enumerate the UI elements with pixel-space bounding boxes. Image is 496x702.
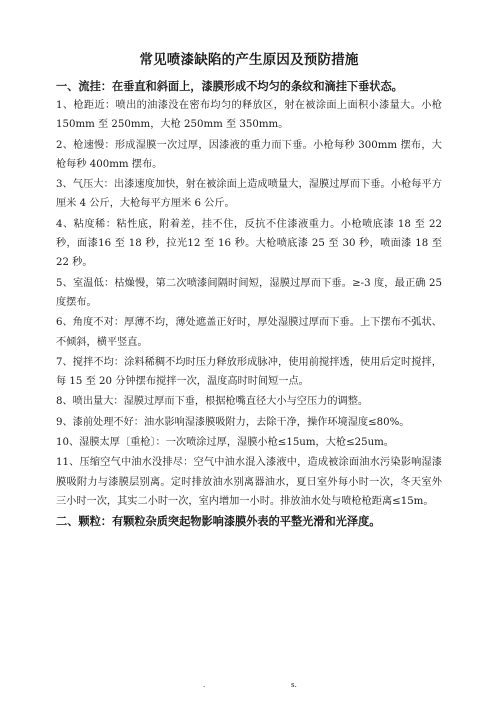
- list-item: 1、枪距近：喷出的油漆没在密布均匀的释放区，射在被涂面上面积小漆量大。小枪 150mm 至 250mm，大枪 250mm 至 350mm。: [56, 100, 442, 131]
- footer-right-mark: s.: [291, 681, 297, 689]
- list-item: 8、喷出量大：湿膜过厚而下垂，根据枪嘴直径大小与空压力的调整。: [56, 396, 369, 408]
- list-item: 7、搅拌不均：涂料稀稠不均时压力释放形成脉冲，使用前搅拌透，使用后定时搅拌，每 15 至 20 分钟摆布搅拌一次，温度高时时间短一点。: [56, 356, 442, 388]
- page-title: 常见喷漆缺陷的产生原因及预防措施: [139, 52, 359, 68]
- list-item: 11、压缩空气中油水没排尽：空气中油水混入漆液中，造成被涂面油水污染影响湿漆膜吸附力与漆膜层别离。定时排放油水别离器油水，夏日室外每小时一次，冬天室外三小时一次，其实二小时一次，室内增加一小时。排放油水处与喷枪枪距离≤15m。: [56, 457, 442, 507]
- list-item: 5、室温低：枯燥慢，第二次喷漆间隔时间短，湿膜过厚而下垂。≥-3 度，最正确 25 度摆布。: [56, 277, 442, 308]
- list-item: 4、粘度稀：粘性底，附着差，挂不住，反抗不住漆液重力。小枪喷底漆 18 至 22 秒，面漆16 至 18 秒，拉光12 至 16 秒。大枪喷底漆 25 至 30 秒，喷面漆 18 至 22 秒。: [56, 218, 442, 269]
- list-item: 3、气压大：出漆速度加快，射在被涂面上造成喷量大，湿膜过厚而下垂。小枪每平方厘米 4 公斤，大枪每平方厘米 6 公斤。: [56, 179, 442, 210]
- list-item: 6、角度不对：厚薄不均，薄处遮盖正好时，厚处湿膜过厚而下垂。上下摆布不弧状、不倾斜，横平竖直。: [56, 317, 442, 348]
- section-heading-particles: 二、颗粒：有颗粒杂质突起物影响漆膜外表的平整光滑和光泽度。: [56, 514, 381, 529]
- list-item: 2、枪速慢：形成湿膜一次过厚，因漆液的重力而下垂。小枪每秒 300mm 摆布，大枪每秒 400mm 摆布。: [56, 139, 442, 170]
- list-item: 9、漆前处理不好：油水影响湿漆膜吸附力，去除干净，操作环境湿度≤80%。: [56, 416, 410, 428]
- footer-left-mark: .: [203, 681, 206, 689]
- list-item: 10、湿膜太厚〔重枪〕：一次喷涂过厚，湿膜小枪≤15um，大枪≤25um。: [56, 437, 394, 449]
- document-page: [56, 48, 442, 531]
- section-heading-sagging: 一、流挂：在垂直和斜面上，漆膜形成不均匀的条纹和滴挂下垂状态。: [56, 79, 403, 93]
